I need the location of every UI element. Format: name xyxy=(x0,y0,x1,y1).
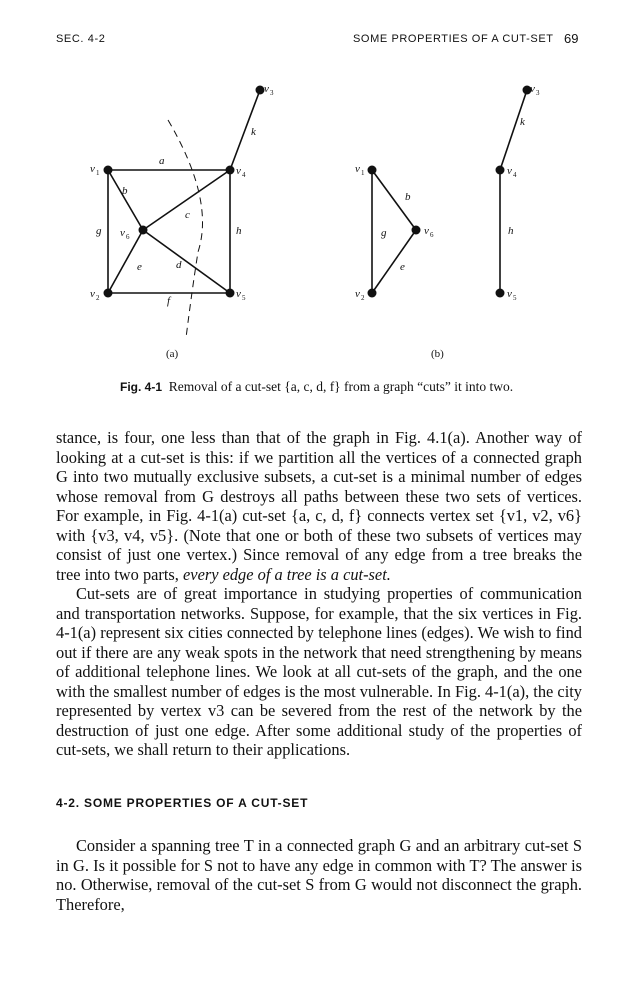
svg-text:k: k xyxy=(251,126,256,138)
svg-text:6: 6 xyxy=(126,233,130,241)
svg-text:v: v xyxy=(90,288,95,300)
section-heading: 4-2. SOME PROPERTIES OF A CUT-SET xyxy=(56,796,309,810)
svg-text:4: 4 xyxy=(242,171,246,179)
emphasis: every edge of a tree is a cut-set. xyxy=(183,564,391,584)
svg-text:1: 1 xyxy=(361,169,365,177)
sublabel-a: (a) xyxy=(166,348,179,360)
figure-caption xyxy=(120,378,540,396)
svg-text:v: v xyxy=(264,83,269,95)
svg-text:c: c xyxy=(185,209,190,221)
paragraph-2: Cut-sets are of great importance in studying properties of communication and transportation networks. Suppose, for example, that the six vertices in Fig. 4-1(a) represent six cities connected by telephone lines (edges). We wish to find out if there are any weak spots in the network that need strengthening by means of additional telephone lines. We look at all cut-sets of the graph, and the one with the smallest number of edges is the most vulnerable. In Fig. 4-1(a), the city represented by vertex v3 can be severed from the rest of the network by the destruction of just one edge. After some additional study of the properties of cut-sets, we shall return to their applications. xyxy=(56,584,582,759)
labels-a xyxy=(90,83,274,307)
cut-line xyxy=(168,120,203,338)
svg-text:v: v xyxy=(355,288,360,300)
svg-text:f: f xyxy=(167,295,171,307)
caption-text: Removal of a cut-set {a, c, d, f} from a graph “cuts” it into two. xyxy=(168,379,514,394)
svg-text:5: 5 xyxy=(242,294,246,302)
svg-text:k: k xyxy=(520,116,525,128)
svg-text:h: h xyxy=(508,225,514,237)
edge-c xyxy=(143,170,230,230)
figure-4-1 xyxy=(0,0,638,370)
paragraph-1: stance, is four, one less than that of the graph in Fig. 4.1(a). Another way of looking at a cut-set is this: if we partition all the vertices of a connected graph G into two mutually exclusive subsets, a cut-set is a minimal number of edges whose removal from G destroys all paths between these two sets of vertices. For example, in Fig. 4-1(a) cut-set {a, c, d, f} connects vertex set {v1, v2, v6} with {v3, v4, v5}. (Note that one or both of these two subsets of vertices may consist of just one vertex.) Since removal of any edge from a tree breaks the tree into two parts, every edge of a tree is a cut-set. xyxy=(56,428,582,584)
svg-text:2: 2 xyxy=(96,294,100,302)
svg-text:h: h xyxy=(236,225,242,237)
svg-text:e: e xyxy=(137,261,142,273)
running-head-section: SEC. 4-2 xyxy=(56,33,106,45)
svg-text:b: b xyxy=(122,185,128,197)
svg-text:d: d xyxy=(176,259,182,271)
svg-text:v: v xyxy=(236,288,241,300)
svg-text:e: e xyxy=(400,261,405,273)
body-text xyxy=(56,428,582,760)
svg-text:v: v xyxy=(507,165,512,177)
vertices-a xyxy=(104,86,265,298)
page-number: 69 xyxy=(564,31,579,46)
svg-text:v: v xyxy=(424,225,429,237)
edge-b xyxy=(108,170,143,230)
svg-text:2: 2 xyxy=(361,294,365,302)
svg-text:v: v xyxy=(355,163,360,175)
graph-b xyxy=(372,90,527,293)
sublabel-b: (b) xyxy=(431,348,444,360)
vertices-b xyxy=(368,86,532,298)
svg-text:b: b xyxy=(405,191,411,203)
svg-text:6: 6 xyxy=(430,231,434,239)
svg-text:1: 1 xyxy=(96,169,100,177)
graph-a xyxy=(108,90,260,293)
paragraph-3: Consider a spanning tree T in a connected graph G and an arbitrary cut-set S in G. Is it possible for S not to have any edge in common with T? The answer is no. Otherwise, removal of the cut-set S from G would not disconnect the graph. Therefore, xyxy=(56,836,582,914)
svg-text:3: 3 xyxy=(270,89,274,97)
caption-label: Fig. 4-1 xyxy=(120,380,163,394)
edge-d xyxy=(143,230,230,293)
svg-text:v: v xyxy=(236,165,241,177)
svg-text:v: v xyxy=(120,227,125,239)
svg-text:a: a xyxy=(159,155,165,167)
running-head-title: SOME PROPERTIES OF A CUT-SET xyxy=(353,33,554,45)
svg-text:5: 5 xyxy=(513,294,517,302)
svg-text:v: v xyxy=(530,83,535,95)
svg-text:v: v xyxy=(90,163,95,175)
svg-text:4: 4 xyxy=(513,171,517,179)
svg-text:g: g xyxy=(381,227,387,239)
svg-text:g: g xyxy=(96,225,102,237)
labels-b xyxy=(355,83,540,302)
svg-text:3: 3 xyxy=(536,89,540,97)
body-text-2 xyxy=(56,836,582,914)
svg-text:v: v xyxy=(507,288,512,300)
